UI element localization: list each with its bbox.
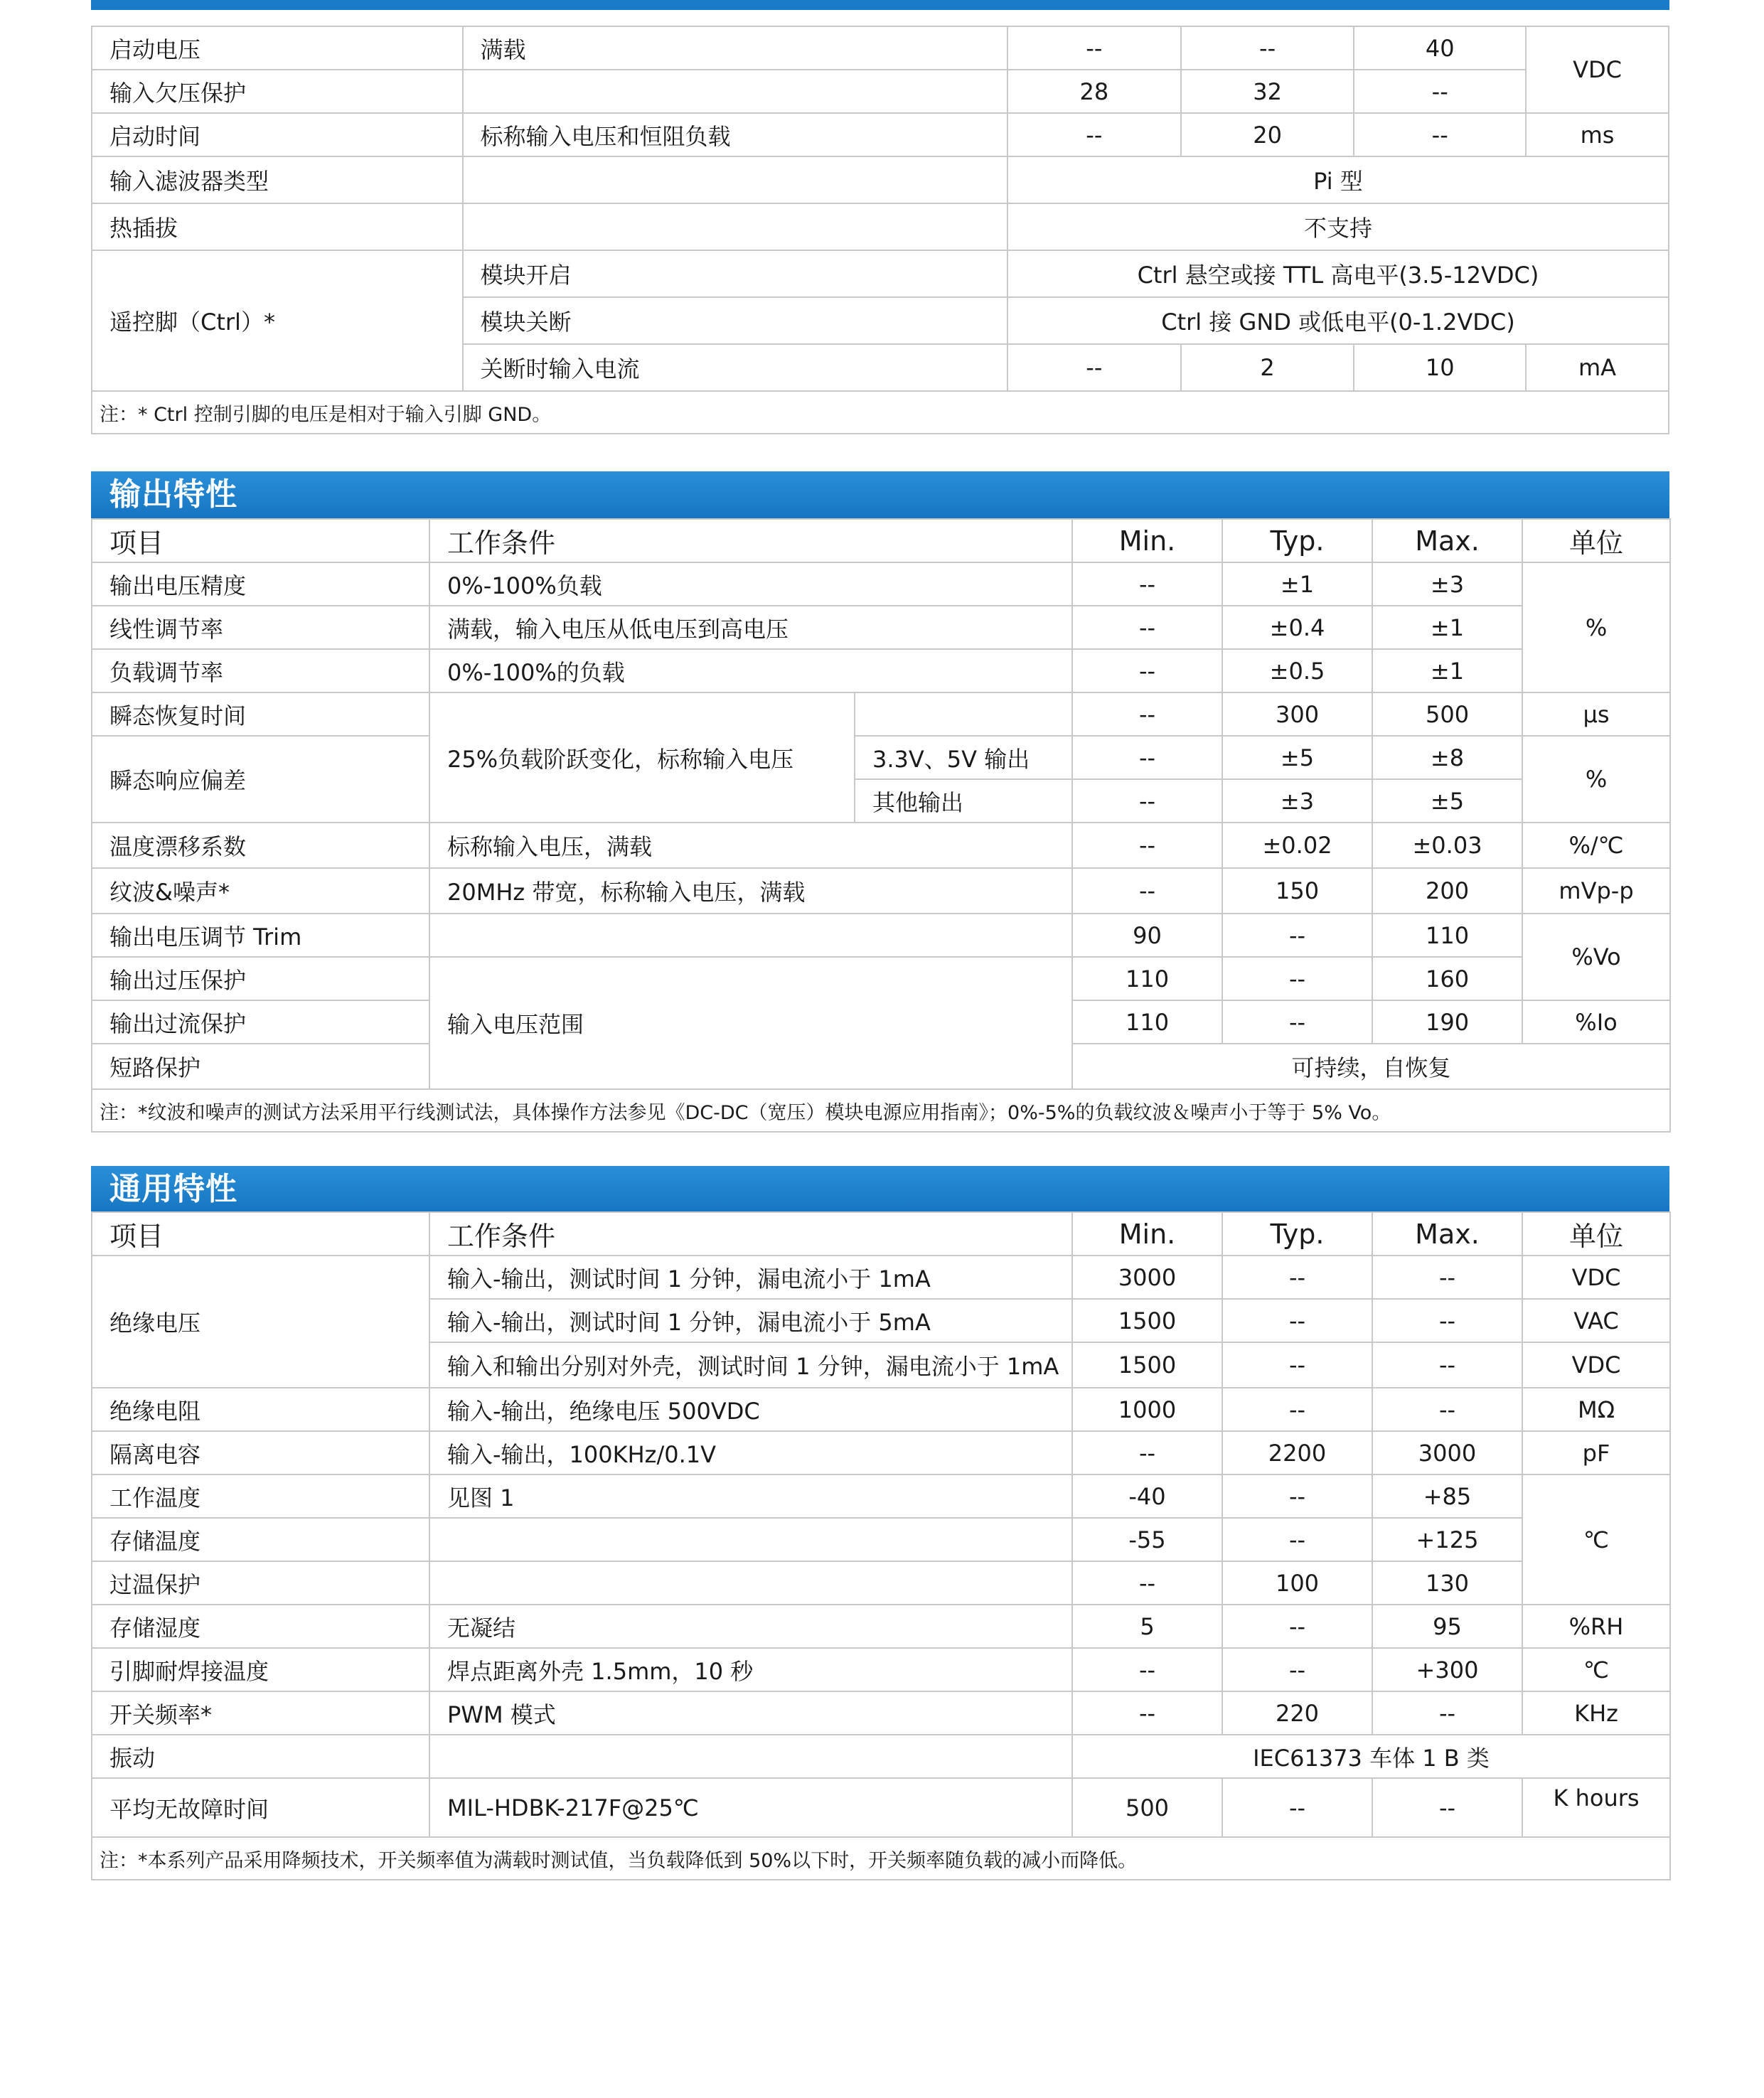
item-cell: 存储温度	[92, 1518, 429, 1561]
output-characteristics-table	[91, 518, 1671, 1133]
typ-cell: --	[1222, 1475, 1372, 1518]
header-max: Max.	[1372, 519, 1522, 562]
typ-cell: ±0.5	[1222, 649, 1372, 692]
table-row	[92, 1691, 1670, 1735]
condition-cell: 输入-输出，100KHz/0.1V	[429, 1431, 1072, 1475]
min-cell: --	[1072, 649, 1222, 692]
min-cell: 1000	[1072, 1388, 1222, 1431]
typ-cell: --	[1222, 1342, 1372, 1388]
table-row	[92, 1431, 1670, 1475]
item-cell: 输入欠压保护	[92, 70, 463, 113]
item-cell: 输出电压精度	[92, 562, 429, 606]
item-cell: 绝缘电压	[92, 1256, 429, 1388]
table-row	[92, 562, 1670, 606]
typ-cell: 150	[1222, 868, 1372, 914]
table-row	[92, 1778, 1670, 1837]
value-cell: IEC61373 车体 1 B 类	[1072, 1735, 1670, 1778]
table-row	[92, 26, 1669, 70]
min-cell: 28	[1007, 70, 1181, 113]
table-row	[92, 1388, 1670, 1431]
min-cell: --	[1072, 1431, 1222, 1475]
min-cell: 500	[1072, 1778, 1222, 1837]
condition-cell: PWM 模式	[429, 1691, 1072, 1735]
header-item: 项目	[92, 519, 429, 562]
min-cell: --	[1007, 344, 1181, 391]
table-row	[92, 1518, 1670, 1561]
unit-cell: VDC	[1522, 1342, 1670, 1388]
max-cell: --	[1372, 1691, 1522, 1735]
header-condition: 工作条件	[429, 1212, 1072, 1256]
max-cell: 110	[1372, 914, 1522, 957]
max-cell: 3000	[1372, 1431, 1522, 1475]
typ-cell: ±5	[1222, 736, 1372, 779]
unit-cell: mA	[1526, 344, 1669, 391]
table-note-row	[92, 1089, 1670, 1132]
item-cell: 输出过流保护	[92, 1000, 429, 1044]
table-row	[92, 736, 1670, 779]
condition-cell: 25%负载阶跃变化，标称输入电压	[429, 692, 855, 823]
table-row	[92, 914, 1670, 957]
unit-cell: mVp-p	[1522, 868, 1670, 914]
item-cell: 温度漂移系数	[92, 823, 429, 868]
item-cell: 短路保护	[92, 1044, 429, 1089]
typ-cell: --	[1222, 1388, 1372, 1431]
min-cell: --	[1072, 1691, 1222, 1735]
max-cell: 160	[1372, 957, 1522, 1000]
table-row	[92, 70, 1669, 113]
min-cell: 1500	[1072, 1299, 1222, 1342]
min-cell: --	[1007, 113, 1181, 156]
min-cell: -40	[1072, 1475, 1222, 1518]
unit-cell: pF	[1522, 1431, 1670, 1475]
min-cell: --	[1072, 692, 1222, 736]
table-row	[92, 1735, 1670, 1778]
min-cell: --	[1072, 606, 1222, 649]
max-cell: --	[1372, 1299, 1522, 1342]
condition-cell: 满载，输入电压从低电压到高电压	[429, 606, 1072, 649]
unit-cell: %Vo	[1522, 914, 1670, 1000]
typ-cell: 32	[1181, 70, 1354, 113]
item-cell: 引脚耐焊接温度	[92, 1648, 429, 1691]
typ-cell: ±3	[1222, 779, 1372, 823]
max-cell: 190	[1372, 1000, 1522, 1044]
sub-condition-cell	[855, 692, 1072, 736]
item-cell: 输入滤波器类型	[92, 156, 463, 203]
min-cell: --	[1072, 562, 1222, 606]
min-cell: --	[1072, 868, 1222, 914]
header-unit: 单位	[1522, 1212, 1670, 1256]
header-item: 项目	[92, 1212, 429, 1256]
condition-cell: 输入电压范围	[429, 957, 1072, 1089]
table-row	[92, 868, 1670, 914]
max-cell: 40	[1354, 26, 1526, 70]
min-cell: --	[1072, 1648, 1222, 1691]
unit-cell: VAC	[1522, 1299, 1670, 1342]
unit-cell: %Io	[1522, 1000, 1670, 1044]
max-cell: ±1	[1372, 649, 1522, 692]
condition-cell: 无凝结	[429, 1605, 1072, 1648]
sub-condition-cell: 3.3V、5V 输出	[855, 736, 1072, 779]
header-unit: 单位	[1522, 519, 1670, 562]
value-cell: Pi 型	[1007, 156, 1669, 203]
unit-cell: ms	[1526, 113, 1669, 156]
item-cell: 负载调节率	[92, 649, 429, 692]
typ-cell: --	[1222, 1778, 1372, 1837]
item-cell: 瞬态恢复时间	[92, 692, 429, 736]
item-cell: 存储湿度	[92, 1605, 429, 1648]
max-cell: ±8	[1372, 736, 1522, 779]
condition-cell: 标称输入电压，满载	[429, 823, 1072, 868]
condition-cell: 0%-100%负载	[429, 562, 1072, 606]
max-cell: +125	[1372, 1518, 1522, 1561]
table-row	[92, 1648, 1670, 1691]
typ-cell: 100	[1222, 1561, 1372, 1605]
unit-text: K hours	[1553, 1784, 1640, 1811]
unit-cell	[1522, 1778, 1670, 1837]
table-note-row	[92, 1837, 1670, 1880]
item-cell: 线性调节率	[92, 606, 429, 649]
header-condition: 工作条件	[429, 519, 1072, 562]
table-header-row	[92, 1212, 1670, 1256]
max-cell: +300	[1372, 1648, 1522, 1691]
section-title-general: 通用特性	[91, 1166, 1669, 1213]
typ-cell: --	[1222, 957, 1372, 1000]
table-row	[92, 156, 1669, 203]
header-min: Min.	[1072, 519, 1222, 562]
typ-cell: --	[1222, 1648, 1372, 1691]
table-row	[92, 823, 1670, 868]
condition-cell: 输入-输出，绝缘电压 500VDC	[429, 1388, 1072, 1431]
max-cell: --	[1372, 1388, 1522, 1431]
item-cell: 遥控脚（Ctrl）*	[92, 250, 463, 391]
unit-cell: VDC	[1522, 1256, 1670, 1299]
min-cell: 5	[1072, 1605, 1222, 1648]
table-note: 注：*纹波和噪声的测试方法采用平行线测试法，具体操作方法参见《DC-DC（宽压）模块电源应用指南》；0%-5%的负载纹波＆噪声小于等于 5% Vo。	[92, 1089, 1670, 1132]
typ-cell: --	[1222, 1518, 1372, 1561]
unit-cell: %	[1522, 736, 1670, 823]
condition-cell: 标称输入电压和恒阻负载	[463, 113, 1007, 156]
typ-cell: 300	[1222, 692, 1372, 736]
max-cell: 200	[1372, 868, 1522, 914]
max-cell: 130	[1372, 1561, 1522, 1605]
condition-cell: 模块开启	[463, 250, 1007, 297]
min-cell: --	[1072, 779, 1222, 823]
input-characteristics-table	[91, 26, 1669, 434]
min-cell: --	[1072, 823, 1222, 868]
condition-cell: 输入和输出分别对外壳，测试时间 1 分钟，漏电流小于 1mA	[429, 1342, 1072, 1388]
unit-cell: MΩ	[1522, 1388, 1670, 1431]
min-cell: -55	[1072, 1518, 1222, 1561]
condition-cell	[429, 1518, 1072, 1561]
table-note: 注：*本系列产品采用降频技术，开关频率值为满载时测试值，当负载降低到 50%以下时，开关频率随负载的减小而降低。	[92, 1837, 1670, 1880]
typ-cell: 20	[1181, 113, 1354, 156]
section-title-output: 输出特性	[91, 471, 1669, 518]
top-accent-bar	[91, 0, 1669, 10]
max-cell: 10	[1354, 344, 1526, 391]
max-cell: ±1	[1372, 606, 1522, 649]
table-row	[92, 606, 1670, 649]
max-cell: --	[1354, 70, 1526, 113]
value-cell: Ctrl 接 GND 或低电平(0-1.2VDC)	[1007, 297, 1669, 344]
item-cell: 开关频率*	[92, 1691, 429, 1735]
unit-cell: KHz	[1522, 1691, 1670, 1735]
typ-cell: --	[1222, 1299, 1372, 1342]
item-cell: 输出过压保护	[92, 957, 429, 1000]
table-header-row	[92, 519, 1670, 562]
max-cell: ±5	[1372, 779, 1522, 823]
condition-cell: 焊点距离外壳 1.5mm，10 秒	[429, 1648, 1072, 1691]
table-row	[92, 113, 1669, 156]
unit-cell: ℃	[1522, 1648, 1670, 1691]
table-row	[92, 692, 1670, 736]
typ-cell: --	[1222, 914, 1372, 957]
item-cell: 纹波&噪声*	[92, 868, 429, 914]
condition-cell: 20MHz 带宽，标称输入电压，满载	[429, 868, 1072, 914]
header-min: Min.	[1072, 1212, 1222, 1256]
unit-cell: VDC	[1526, 26, 1669, 113]
condition-cell	[463, 156, 1007, 203]
condition-cell: 关断时输入电流	[463, 344, 1007, 391]
max-cell: --	[1354, 113, 1526, 156]
min-cell: --	[1072, 736, 1222, 779]
item-cell: 过温保护	[92, 1561, 429, 1605]
general-characteristics-table	[91, 1211, 1671, 1880]
condition-cell: MIL-HDBK-217F@25℃	[429, 1778, 1072, 1837]
item-cell: 绝缘电阻	[92, 1388, 429, 1431]
max-cell: --	[1372, 1256, 1522, 1299]
table-note: 注：* Ctrl 控制引脚的电压是相对于输入引脚 GND。	[92, 391, 1669, 434]
max-cell: ±0.03	[1372, 823, 1522, 868]
unit-cell: μs	[1522, 692, 1670, 736]
typ-cell: ±0.02	[1222, 823, 1372, 868]
table-row	[92, 1605, 1670, 1648]
table-row	[92, 1256, 1670, 1299]
min-cell: 110	[1072, 957, 1222, 1000]
item-cell: 工作温度	[92, 1475, 429, 1518]
item-cell: 启动时间	[92, 113, 463, 156]
typ-cell: --	[1181, 26, 1354, 70]
condition-cell: 输入-输出，测试时间 1 分钟，漏电流小于 1mA	[429, 1256, 1072, 1299]
condition-cell: 输入-输出，测试时间 1 分钟，漏电流小于 5mA	[429, 1299, 1072, 1342]
typ-cell: --	[1222, 1000, 1372, 1044]
min-cell: --	[1072, 1561, 1222, 1605]
min-cell: 90	[1072, 914, 1222, 957]
max-cell: --	[1372, 1342, 1522, 1388]
condition-cell: 0%-100%的负载	[429, 649, 1072, 692]
min-cell: --	[1007, 26, 1181, 70]
typ-cell: --	[1222, 1605, 1372, 1648]
condition-cell	[463, 70, 1007, 113]
header-typ: Typ.	[1222, 519, 1372, 562]
item-cell: 热插拔	[92, 203, 463, 250]
item-cell: 瞬态响应偏差	[92, 736, 429, 823]
condition-cell	[429, 914, 1072, 957]
max-cell: +85	[1372, 1475, 1522, 1518]
condition-cell	[463, 203, 1007, 250]
condition-cell	[429, 1735, 1072, 1778]
table-row	[92, 203, 1669, 250]
value-cell: Ctrl 悬空或接 TTL 高电平(3.5-12VDC)	[1007, 250, 1669, 297]
table-row	[92, 957, 1670, 1000]
item-cell: 振动	[92, 1735, 429, 1778]
typ-cell: ±0.4	[1222, 606, 1372, 649]
item-cell: 启动电压	[92, 26, 463, 70]
typ-cell: 2200	[1222, 1431, 1372, 1475]
table-note-row	[92, 391, 1669, 434]
unit-cell: %/℃	[1522, 823, 1670, 868]
typ-cell: --	[1222, 1256, 1372, 1299]
condition-cell	[429, 1561, 1072, 1605]
condition-cell: 模块关断	[463, 297, 1007, 344]
typ-cell: ±1	[1222, 562, 1372, 606]
table-row	[92, 1561, 1670, 1605]
max-cell: --	[1372, 1778, 1522, 1837]
table-row	[92, 1475, 1670, 1518]
item-cell: 隔离电容	[92, 1431, 429, 1475]
header-max: Max.	[1372, 1212, 1522, 1256]
typ-cell: 220	[1222, 1691, 1372, 1735]
min-cell: 1500	[1072, 1342, 1222, 1388]
table-row	[92, 649, 1670, 692]
value-cell: 不支持	[1007, 203, 1669, 250]
item-cell: 输出电压调节 Trim	[92, 914, 429, 957]
min-cell: 110	[1072, 1000, 1222, 1044]
max-cell: ±3	[1372, 562, 1522, 606]
condition-cell: 满载	[463, 26, 1007, 70]
min-cell: 3000	[1072, 1256, 1222, 1299]
table-row	[92, 250, 1669, 297]
unit-cell: %RH	[1522, 1605, 1670, 1648]
max-cell: 500	[1372, 692, 1522, 736]
header-typ: Typ.	[1222, 1212, 1372, 1256]
sub-condition-cell: 其他输出	[855, 779, 1072, 823]
max-cell: 95	[1372, 1605, 1522, 1648]
unit-cell: %	[1522, 562, 1670, 692]
unit-cell: ℃	[1522, 1475, 1670, 1605]
condition-cell: 见图 1	[429, 1475, 1072, 1518]
value-cell: 可持续，自恢复	[1072, 1044, 1670, 1089]
typ-cell: 2	[1181, 344, 1354, 391]
item-cell: 平均无故障时间	[92, 1778, 429, 1837]
